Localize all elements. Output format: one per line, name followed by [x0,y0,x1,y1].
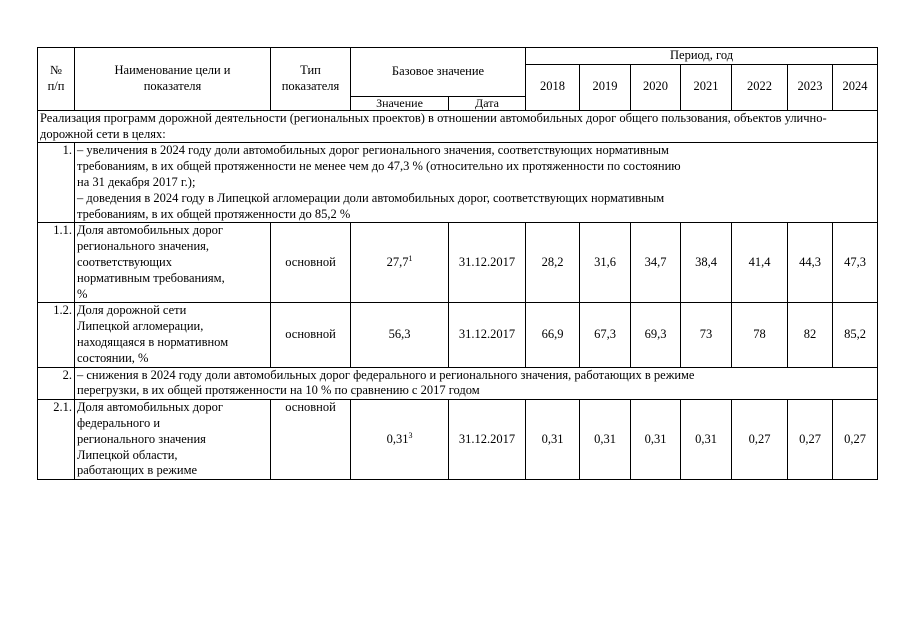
year-value: 0,27 [732,400,788,480]
table-row [38,400,878,480]
header-type [271,48,351,111]
year-value: 67,3 [580,303,631,367]
year-value: 73 [681,303,732,367]
header-base: Базовое значение [351,48,526,97]
header-base-date: Дата [449,96,526,110]
year-value: 66,9 [526,303,580,367]
header-name-l2: показателя [143,78,202,93]
year-value: 34,7 [631,223,681,303]
goal-line: требованиям, в их общей протяженности не менее чем до 47,3 % (относительно их протяженности по состоянию [77,159,681,174]
indicator-name-line: регионального значения [77,431,206,446]
indicator-name-line: Липецкой агломерации, [77,319,204,334]
year-value: 0,27 [788,400,833,480]
indicator-name-line: находящаяся в нормативном [77,334,229,349]
year-value: 0,27 [833,400,878,480]
indicator-name-line: состоянии, % [77,350,149,365]
base-date: 31.12.2017 [449,400,526,480]
header-number-l1: № [50,63,62,78]
year-value: 78 [732,303,788,367]
goal-line: – снижения в 2024 году доли автомобильных дорог федерального и регионального значения, работающих в режиме [77,367,695,382]
year-value: 0,31 [631,400,681,480]
goal-text [75,367,878,400]
year-value: 82 [788,303,833,367]
header-year: 2021 [681,64,732,110]
indicator-name-line: регионального значения, [77,239,210,254]
indicator-type: основной [271,400,351,480]
intro-text: Реализация программ дорожной деятельности (региональных проектов) в отношении автомобильных дорог общего пользования, объектов улично-дорожной сети в целях: [40,110,827,141]
header-year: 2019 [580,64,631,110]
year-value: 41,4 [732,223,788,303]
base-value [351,223,449,303]
table-row [38,303,878,367]
header-year: 2020 [631,64,681,110]
indicator-name-line: работающих в режиме [77,463,198,478]
year-value: 31,6 [580,223,631,303]
year-value: 28,2 [526,223,580,303]
indicator-name [75,303,271,367]
base-value [351,400,449,480]
year-value: 85,2 [833,303,878,367]
base-value-text: 27,7 [386,254,409,269]
indicator-name-line: Доля автомобильных дорог [77,223,224,238]
year-value: 0,31 [526,400,580,480]
base-date: 31.12.2017 [449,303,526,367]
year-value: 47,3 [833,223,878,303]
goal-line: требованиям, в их общей протяженности до 85,2 % [77,206,351,221]
intro-row [38,110,878,143]
header-base-value: Значение [351,96,449,110]
indicator-type: основной [271,223,351,303]
base-date: 31.12.2017 [449,223,526,303]
row-number: 1.1. [38,223,75,303]
goal-line: – увеличения в 2024 году доли автомобильных дорог регионального значения, соответствующих нормативным [77,143,669,158]
base-value: 56,3 [351,303,449,367]
base-value-text: 0,31 [386,431,409,446]
footnote-mark: 1 [408,253,413,263]
year-value: 69,3 [631,303,681,367]
footnote-mark: 3 [408,430,413,440]
header-year: 2023 [788,64,833,110]
indicator-name [75,223,271,303]
header-year: 2018 [526,64,580,110]
header-number-l2: п/п [47,78,65,93]
indicator-name-line: федерального и [77,415,161,430]
goal-number: 1. [38,143,75,223]
indicator-name [75,400,271,480]
header-number [38,48,75,111]
goal-line: – доведения в 2024 году в Липецкой агломерации доли автомобильных дорог, соответствующих нормативным [77,190,665,205]
row-number: 2.1. [38,400,75,480]
header-name-l1: Наименование цели и [114,63,231,78]
indicator-name-line: Доля автомобильных дорог [77,400,224,415]
indicator-name-line: Липецкой области, [77,447,178,462]
goal-line: перегрузки, в их общей протяженности на 10 % по сравнению с 2017 годом [77,383,480,398]
indicator-name-line: соответствующих [77,254,172,269]
indicator-name-line: Доля дорожной сети [77,303,187,318]
row-number: 1.2. [38,303,75,367]
indicator-type: основной [271,303,351,367]
goal-line: на 31 декабря 2017 г.); [77,174,196,189]
indicator-name-line: нормативным требованиям, [77,270,225,285]
table-row [38,223,878,303]
header-type-l2: показателя [281,78,340,93]
year-value: 0,31 [580,400,631,480]
header-name [75,48,271,111]
goal-number: 2. [38,367,75,400]
header-period: Период, год [526,48,878,65]
year-value: 0,31 [681,400,732,480]
indicators-table [37,47,878,480]
year-value: 44,3 [788,223,833,303]
header-year: 2024 [833,64,878,110]
goal-text [75,143,878,223]
indicator-name-line: % [77,286,88,301]
year-value: 38,4 [681,223,732,303]
header-year: 2022 [732,64,788,110]
header-type-l1: Тип [300,63,321,78]
